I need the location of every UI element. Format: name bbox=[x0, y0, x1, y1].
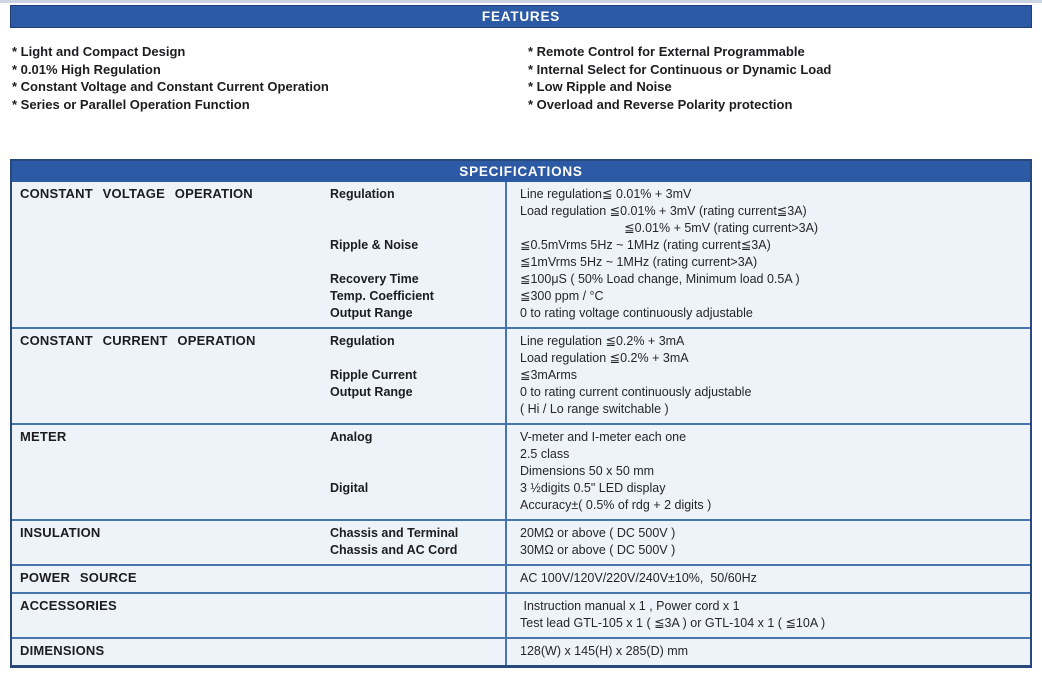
spec-label: Ripple Current bbox=[330, 368, 417, 382]
spec-value: 3 ½digits 0.5" LED display bbox=[520, 481, 666, 495]
section-values bbox=[505, 329, 1030, 423]
spec-label bbox=[330, 203, 505, 220]
spec-value: Test lead GTL-105 x 1 ( ≦3A ) or GTL-104 x 1 ( ≦10A ) bbox=[520, 616, 826, 630]
section-values bbox=[505, 425, 1030, 519]
specifications-header-bar bbox=[12, 161, 1030, 182]
spec-row bbox=[12, 519, 1030, 564]
spec-label: Digital bbox=[330, 481, 369, 495]
feature-item: * 0.01% High Regulation bbox=[12, 61, 161, 77]
spec-value: Line regulation ≦0.2% + 3mA bbox=[520, 334, 685, 348]
feature-item: * Remote Control for External Programmable bbox=[528, 44, 805, 59]
spec-value: Line regulation≦ 0.01% + 3mV bbox=[520, 187, 692, 201]
section-values bbox=[505, 566, 1030, 592]
section-name: CONSTANT VOLTAGE OPERATION bbox=[20, 186, 253, 201]
section-labels bbox=[330, 566, 505, 592]
features-header-bar bbox=[10, 5, 1032, 28]
spec-value: Dimensions 50 x 50 mm bbox=[520, 464, 655, 478]
specifications-body bbox=[12, 182, 1030, 665]
spec-label: Regulation bbox=[330, 334, 395, 348]
spec-label bbox=[330, 463, 505, 480]
features-column-left bbox=[12, 43, 528, 113]
spec-label bbox=[330, 598, 505, 615]
spec-value: 20MΩ or above ( DC 500V ) bbox=[520, 526, 676, 540]
spec-value: AC 100V/120V/220V/240V±10%, 50/60Hz bbox=[520, 571, 757, 585]
section-name: ACCESSORIES bbox=[20, 598, 117, 613]
spec-label bbox=[330, 570, 505, 587]
spec-value: 128(W) x 145(H) x 285(D) mm bbox=[520, 644, 689, 658]
spec-value: 0 to rating voltage continuously adjustable bbox=[520, 306, 753, 320]
spec-value: ≦3mArms bbox=[520, 368, 578, 382]
section-name: METER bbox=[20, 429, 67, 444]
section-labels bbox=[330, 639, 505, 665]
feature-item: * Internal Select for Continuous or Dynamic Load bbox=[528, 61, 832, 77]
spec-value: ( Hi / Lo range switchable ) bbox=[520, 402, 669, 416]
spec-value: Load regulation ≦0.01% + 3mV (rating current≦3A) bbox=[520, 204, 807, 218]
features-title: FEATURES bbox=[481, 9, 561, 24]
feature-item: * Constant Voltage and Constant Current Operation bbox=[12, 79, 329, 94]
spec-label: Chassis and AC Cord bbox=[330, 543, 458, 557]
section-values bbox=[505, 639, 1030, 665]
section-name: CONSTANT CURRENT OPERATION bbox=[20, 333, 256, 348]
section-labels bbox=[330, 521, 505, 564]
spec-value: ≦0.5mVrms 5Hz ~ 1MHz (rating current≦3A) bbox=[520, 238, 771, 252]
feature-item: * Low Ripple and Noise bbox=[528, 79, 672, 94]
spec-value: V-meter and I-meter each one bbox=[520, 430, 687, 444]
specifications-table bbox=[10, 159, 1032, 668]
section-values bbox=[505, 182, 1030, 327]
feature-item: * Light and Compact Design bbox=[12, 44, 186, 59]
spec-row bbox=[12, 327, 1030, 423]
spec-label: Analog bbox=[330, 430, 373, 444]
spec-value: Load regulation ≦0.2% + 3mA bbox=[520, 351, 689, 365]
spec-label: Output Range bbox=[330, 306, 413, 320]
spec-label bbox=[330, 401, 505, 418]
spec-label bbox=[330, 220, 505, 237]
spec-label bbox=[330, 446, 505, 463]
page-top-edge bbox=[0, 0, 1042, 3]
features-column-right bbox=[528, 43, 1042, 113]
spec-label: Chassis and Terminal bbox=[330, 526, 459, 540]
spec-label: Ripple & Noise bbox=[330, 238, 419, 252]
spec-label bbox=[330, 497, 505, 514]
section-labels bbox=[330, 329, 505, 423]
spec-value: 0 to rating current continuously adjustable bbox=[520, 385, 752, 399]
spec-label bbox=[330, 615, 505, 632]
spec-row bbox=[12, 423, 1030, 519]
spec-row bbox=[12, 182, 1030, 327]
section-labels bbox=[330, 594, 505, 637]
features-list bbox=[0, 43, 1042, 113]
section-name: INSULATION bbox=[20, 525, 101, 540]
spec-value: Accuracy±( 0.5% of rdg + 2 digits ) bbox=[520, 498, 712, 512]
spec-label bbox=[330, 254, 505, 271]
feature-item: * Overload and Reverse Polarity protection bbox=[528, 96, 793, 112]
spec-value: 2.5 class bbox=[520, 447, 570, 461]
spec-value: ≦100μS ( 50% Load change, Minimum load 0.5A ) bbox=[520, 272, 800, 286]
section-values bbox=[505, 594, 1030, 637]
spec-label: Recovery Time bbox=[330, 272, 419, 286]
spec-label: Regulation bbox=[330, 187, 395, 201]
section-values bbox=[505, 521, 1030, 564]
spec-value: ≦1mVrms 5Hz ~ 1MHz (rating current>3A) bbox=[520, 255, 758, 269]
spec-row bbox=[12, 592, 1030, 637]
specifications-title: SPECIFICATIONS bbox=[459, 164, 583, 179]
spec-row bbox=[12, 564, 1030, 592]
spec-row bbox=[12, 637, 1030, 665]
feature-item: * Series or Parallel Operation Function bbox=[12, 96, 250, 112]
section-name: POWER SOURCE bbox=[20, 570, 137, 585]
spec-value: 30MΩ or above ( DC 500V ) bbox=[520, 543, 676, 557]
spec-label bbox=[330, 643, 505, 660]
spec-value: ≦300 ppm / °C bbox=[520, 289, 604, 303]
section-labels bbox=[330, 182, 505, 327]
section-name: DIMENSIONS bbox=[20, 643, 105, 658]
spec-value: ≦0.01% + 5mV (rating current>3A) bbox=[520, 221, 819, 235]
spec-label: Temp. Coefficient bbox=[330, 289, 434, 303]
spec-label: Output Range bbox=[330, 385, 413, 399]
spec-value: Instruction manual x 1 , Power cord x 1 bbox=[520, 599, 740, 613]
section-labels bbox=[330, 425, 505, 519]
spec-label bbox=[330, 350, 505, 367]
